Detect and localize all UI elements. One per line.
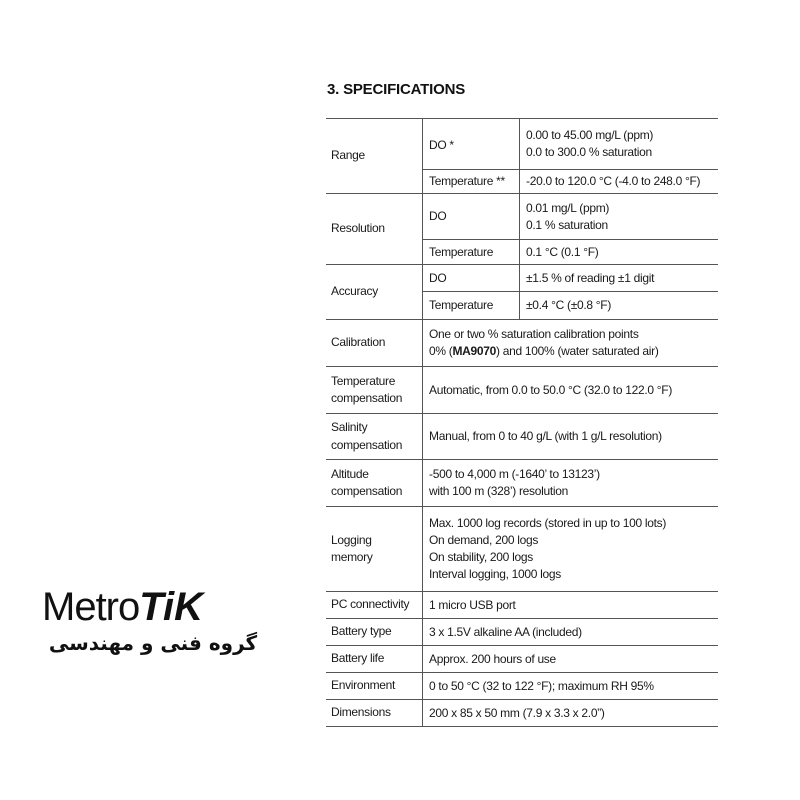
sub-label-accuracy-do: DO <box>423 265 520 292</box>
table-row-temperature-compensation <box>326 367 718 414</box>
row-label-battery-life: Battery life <box>326 646 423 673</box>
row-label-altitude-compensation: Altitude compensation <box>326 460 423 507</box>
row-label-battery-type: Battery type <box>326 619 423 646</box>
model-number: MA9070 <box>452 344 497 358</box>
table-row-environment <box>326 673 718 700</box>
row-label-temperature-compensation: Temperature compensation <box>326 367 423 414</box>
table-row-resolution <box>326 194 718 240</box>
table-row-salinity-compensation <box>326 414 718 460</box>
table-row-range <box>326 119 718 170</box>
sub-label-resolution-temp: Temperature <box>423 240 520 265</box>
value-accuracy-temp: ±0.4 °C (±0.8 °F) <box>520 292 719 320</box>
value-resolution-temp: 0.1 °C (0.1 °F) <box>520 240 719 265</box>
row-label-resolution: Resolution <box>326 194 423 265</box>
table-row-calibration <box>326 320 718 367</box>
value-logging-memory: Max. 1000 log records (stored in up to 100 lots) On demand, 200 logs On stability, 200 logs Interval logging, 1000 logs <box>423 507 719 592</box>
row-label-range: Range <box>326 119 423 194</box>
value-salinity-compensation: Manual, from 0 to 40 g/L (with 1 g/L resolution) <box>423 414 719 460</box>
value-pc-connectivity: 1 micro USB port <box>423 592 719 619</box>
row-label-calibration: Calibration <box>326 320 423 367</box>
table-row-battery-type <box>326 619 718 646</box>
logo-wordmark: MetroTiK <box>42 585 203 629</box>
logo-subtitle: گروه فنی و مهندسی <box>48 631 258 655</box>
value-dimensions: 200 x 85 x 50 mm (7.9 x 3.3 x 2.0”) <box>423 700 719 727</box>
table-row-dimensions <box>326 700 718 727</box>
value-range-temp: -20.0 to 120.0 °C (-4.0 to 248.0 °F) <box>520 170 719 194</box>
value-resolution-do: 0.01 mg/L (ppm) 0.1 % saturation <box>520 194 719 240</box>
table-row-logging-memory <box>326 507 718 592</box>
value-temperature-compensation: Automatic, from 0.0 to 50.0 °C (32.0 to 122.0 °F) <box>423 367 719 414</box>
row-label-logging-memory: Logging memory <box>326 507 423 592</box>
value-calibration: One or two % saturation calibration points 0% (MA9070) and 100% (water saturated air) <box>423 320 719 367</box>
value-range-do: 0.00 to 45.00 mg/L (ppm) 0.0 to 300.0 % saturation <box>520 119 719 170</box>
specifications-table <box>326 118 718 727</box>
value-battery-type: 3 x 1.5V alkaline AA (included) <box>423 619 719 646</box>
row-label-accuracy: Accuracy <box>326 265 423 320</box>
sub-label-resolution-do: DO <box>423 194 520 240</box>
sub-label-range-do: DO * <box>423 119 520 170</box>
row-label-pc-connectivity: PC connectivity <box>326 592 423 619</box>
row-label-dimensions: Dimensions <box>326 700 423 727</box>
table-row-altitude-compensation <box>326 460 718 507</box>
page-title: 3. SPECIFICATIONS <box>327 81 466 98</box>
table-row-accuracy <box>326 265 718 292</box>
value-accuracy-do: ±1.5 % of reading ±1 digit <box>520 265 719 292</box>
table-row-battery-life <box>326 646 718 673</box>
metrotik-logo <box>42 585 264 655</box>
value-altitude-compensation: -500 to 4,000 m (-1640’ to 13123’) with 100 m (328’) resolution <box>423 460 719 507</box>
value-battery-life: Approx. 200 hours of use <box>423 646 719 673</box>
value-environment: 0 to 50 °C (32 to 122 °F); maximum RH 95% <box>423 673 719 700</box>
sub-label-accuracy-temp: Temperature <box>423 292 520 320</box>
row-label-environment: Environment <box>326 673 423 700</box>
sub-label-range-temp: Temperature ** <box>423 170 520 194</box>
table-row-pc-connectivity <box>326 592 718 619</box>
row-label-salinity-compensation: Salinity compensation <box>326 414 423 460</box>
